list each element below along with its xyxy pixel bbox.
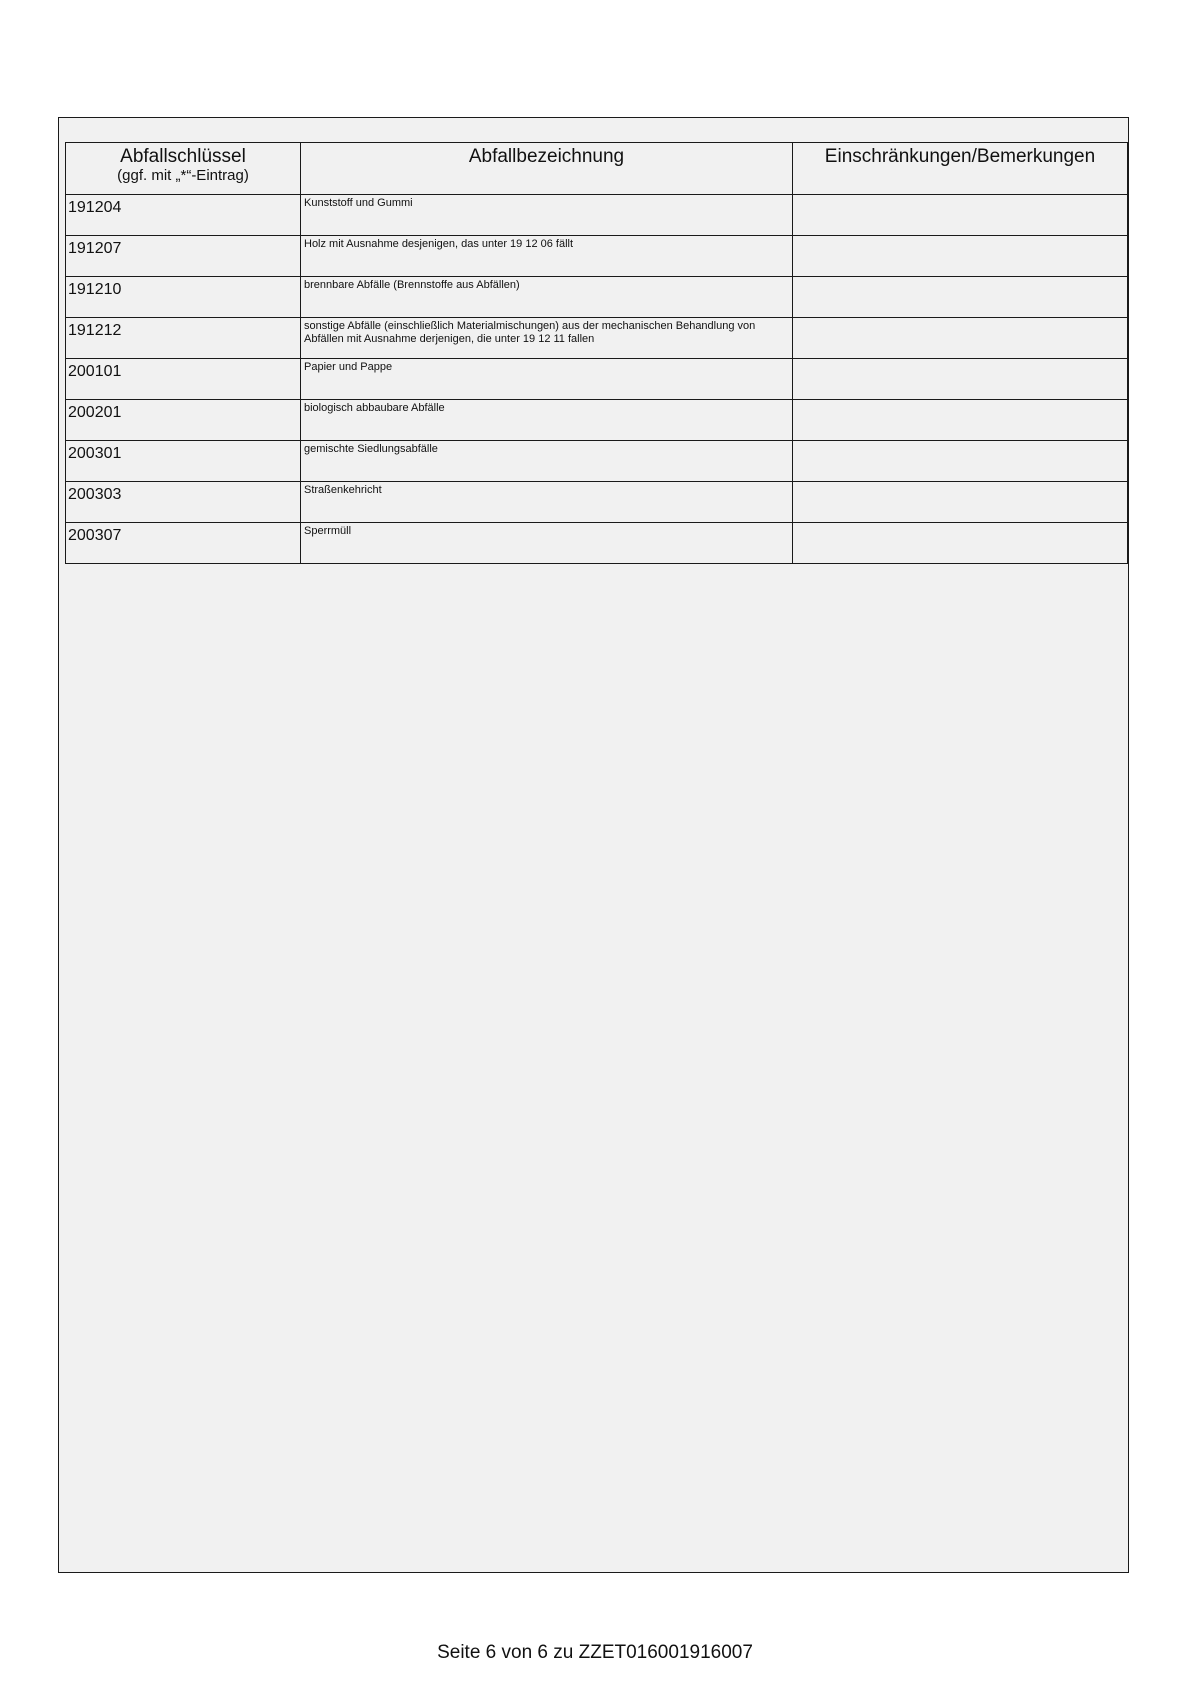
waste-key-cell bbox=[66, 236, 301, 277]
table-row bbox=[66, 523, 1128, 564]
form-frame bbox=[58, 117, 1129, 1573]
waste-key-cell bbox=[66, 359, 301, 400]
remarks-cell bbox=[793, 195, 1128, 236]
waste-name: brennbare Abfälle (Brennstoffe aus Abfällen) bbox=[304, 279, 520, 291]
header-waste-key bbox=[66, 143, 301, 195]
waste-name-cell bbox=[301, 359, 793, 400]
waste-key-cell bbox=[66, 195, 301, 236]
page-footer: Seite 6 von 6 zu ZZET016001916007 bbox=[437, 1642, 753, 1663]
waste-key-cell bbox=[66, 277, 301, 318]
remarks-cell bbox=[793, 318, 1128, 359]
waste-name-cell bbox=[301, 277, 793, 318]
waste-name: Holz mit Ausnahme desjenigen, das unter 19 12 06 fällt bbox=[304, 238, 574, 250]
waste-key-cell bbox=[66, 400, 301, 441]
waste-name: Papier und Pappe bbox=[304, 361, 393, 373]
table-row bbox=[66, 236, 1128, 277]
remarks-cell bbox=[793, 441, 1128, 482]
header-waste-name-label: Abfallbezeichnung bbox=[468, 146, 625, 167]
waste-key-cell bbox=[66, 482, 301, 523]
waste-name-cell bbox=[301, 482, 793, 523]
table-row bbox=[66, 359, 1128, 400]
remarks-cell bbox=[793, 236, 1128, 277]
waste-name: Straßenkehricht bbox=[304, 484, 382, 496]
waste-name: biologisch abbaubare Abfälle bbox=[304, 402, 445, 414]
table-row bbox=[66, 482, 1128, 523]
waste-key: 191212 bbox=[68, 322, 122, 339]
waste-name: gemischte Siedlungsabfälle bbox=[304, 443, 438, 455]
waste-key-cell bbox=[66, 441, 301, 482]
remarks-cell bbox=[793, 277, 1128, 318]
table-row bbox=[66, 441, 1128, 482]
waste-name-cell bbox=[301, 523, 793, 564]
waste-key: 200303 bbox=[68, 486, 122, 503]
remarks-cell bbox=[793, 482, 1128, 523]
waste-key-cell bbox=[66, 523, 301, 564]
waste-key-cell bbox=[66, 318, 301, 359]
waste-code-table bbox=[65, 142, 1128, 564]
table-row bbox=[66, 195, 1128, 236]
waste-name-cell bbox=[301, 195, 793, 236]
header-waste-key-note: (ggf. mit „*“-Eintrag) bbox=[117, 167, 249, 184]
header-remarks bbox=[793, 143, 1128, 195]
waste-name: Sperrmüll bbox=[304, 525, 352, 537]
waste-key: 191210 bbox=[68, 281, 122, 298]
table-row bbox=[66, 277, 1128, 318]
table-row bbox=[66, 400, 1128, 441]
remarks-cell bbox=[793, 400, 1128, 441]
waste-key: 200101 bbox=[68, 363, 122, 380]
waste-name-cell bbox=[301, 400, 793, 441]
header-remarks-label: Einschränkungen/Bemerkungen bbox=[824, 146, 1096, 167]
table-header-row bbox=[66, 143, 1128, 195]
waste-name-cell bbox=[301, 441, 793, 482]
waste-name: sonstige Abfälle (einschließlich Materialmischungen) aus der mechanischen Behandlung von Abfällen mit Ausnahme derjenigen, die unter 19 12 11 fallen bbox=[304, 320, 756, 345]
waste-name-cell bbox=[301, 236, 793, 277]
table-row bbox=[66, 318, 1128, 359]
header-waste-name bbox=[301, 143, 793, 195]
header-waste-key-label: Abfallschlüssel bbox=[120, 146, 246, 167]
waste-name: Kunststoff und Gummi bbox=[304, 197, 413, 209]
waste-key: 191207 bbox=[68, 240, 122, 257]
waste-name-cell bbox=[301, 318, 793, 359]
remarks-cell bbox=[793, 359, 1128, 400]
waste-key: 200307 bbox=[68, 527, 122, 544]
waste-key: 200201 bbox=[68, 404, 122, 421]
remarks-cell bbox=[793, 523, 1128, 564]
waste-key: 191204 bbox=[68, 199, 122, 216]
waste-key: 200301 bbox=[68, 445, 122, 462]
